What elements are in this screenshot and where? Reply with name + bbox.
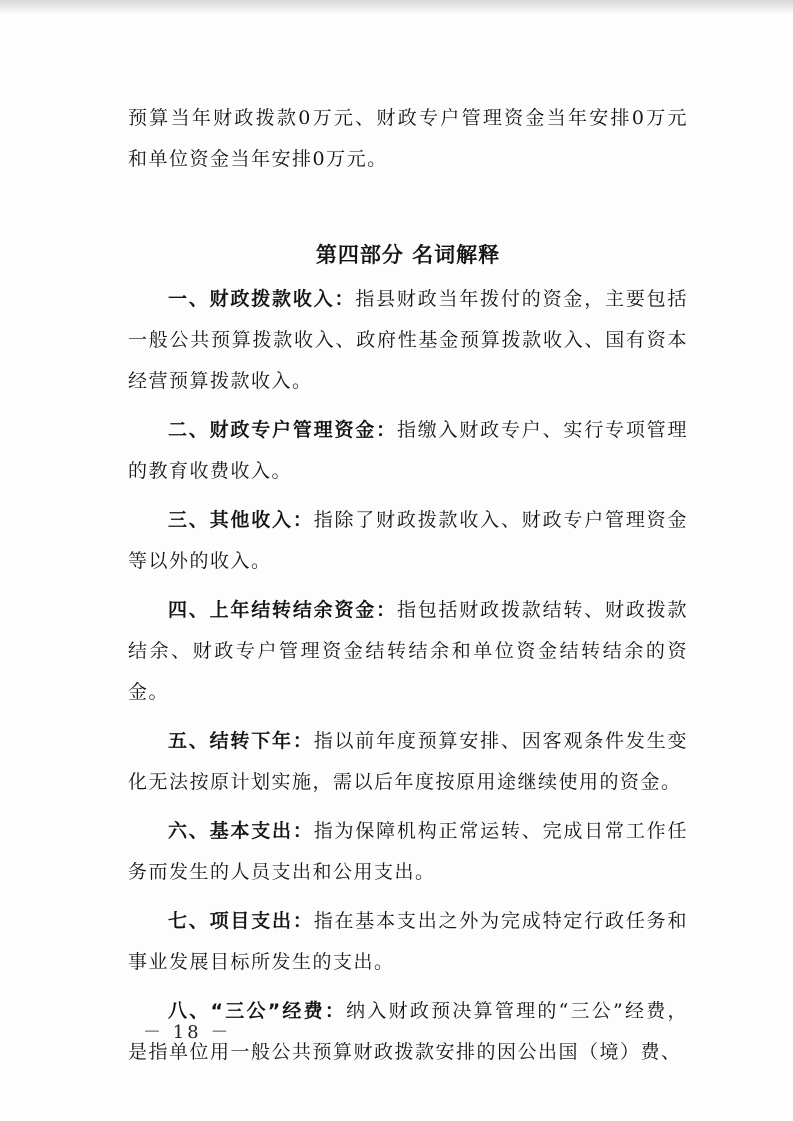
intro-paragraph: 预算当年财政拨款0万元、财政专户管理资金当年安排0万元和单位资金当年安排0万元。 xyxy=(128,107,688,170)
definition-text: 指除了财政拨款收入、财政专户管理资金等以外的收入。 xyxy=(128,509,688,572)
definition-term: 六、基本支出： xyxy=(168,820,314,842)
page-number: － 18 － xyxy=(143,1022,232,1043)
document-page xyxy=(128,98,688,1073)
definition-item-1 xyxy=(128,279,688,402)
definition-text: 指县财政当年拨付的资金，主要包括一般公共预算拨款收入、政府性基金预算拨款收入、国有资本经营预算拨款收入。 xyxy=(128,288,688,392)
definition-item-3 xyxy=(128,500,688,582)
definition-item-6 xyxy=(128,811,688,893)
definition-text: 指包括财政拨款结转、财政拨款结余、财政专户管理资金结转结余和单位资金结转结余的资金。 xyxy=(128,599,688,703)
definition-item-5 xyxy=(128,721,688,803)
definition-term: 五、结转下年： xyxy=(168,730,314,752)
definition-text: 指为保障机构正常运转、完成日常工作任务而发生的人员支出和公用支出。 xyxy=(128,820,688,883)
definition-term: 三、其他收入： xyxy=(168,509,314,531)
definition-text: 纳入财政预决算管理的“三公”经费，是指单位用一般公共预算财政拨款安排的因公出国（境）费、 xyxy=(128,1000,688,1063)
definition-item-4 xyxy=(128,590,688,713)
definition-text: 指以前年度预算安排、因客观条件发生变化无法按原计划实施，需以后年度按原用途继续使用的资金。 xyxy=(128,730,688,793)
section-heading: 第四部分 名词解释 xyxy=(315,243,501,267)
definition-term: 一、财政拨款收入： xyxy=(168,288,356,310)
definition-term: 七、项目支出： xyxy=(168,910,314,932)
definition-item-7 xyxy=(128,901,688,983)
definition-term: 四、上年结转结余资金： xyxy=(168,599,397,621)
definition-text: 指在基本支出之外为完成特定行政任务和事业发展目标所发生的支出。 xyxy=(128,910,688,973)
definition-term: 二、财政专户管理资金： xyxy=(168,419,397,441)
definition-text: 指缴入财政专户、实行专项管理的教育收费收入。 xyxy=(128,419,688,482)
definition-item-2 xyxy=(128,410,688,492)
definition-term: 八、“三公”经费： xyxy=(168,1000,347,1022)
scan-edge-shadow xyxy=(0,0,793,14)
